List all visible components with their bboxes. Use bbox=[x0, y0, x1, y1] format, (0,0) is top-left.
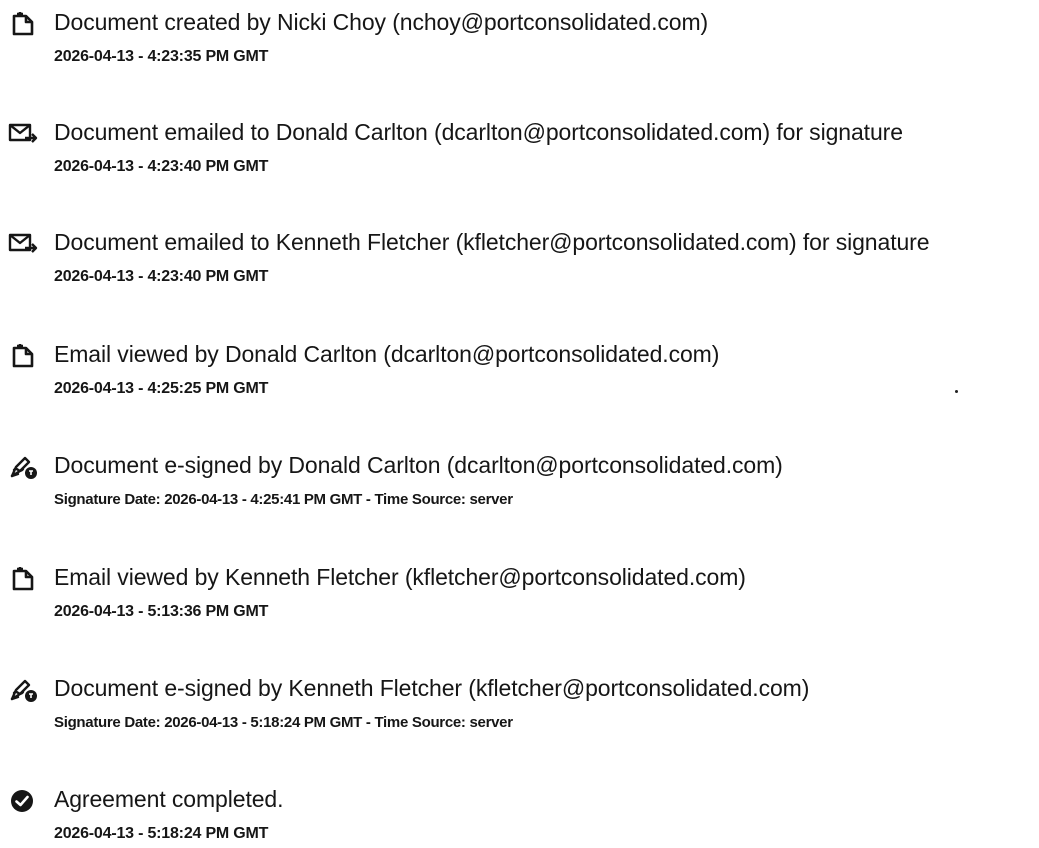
event-timestamp: 2026-04-13 - 4:23:40 PM GMT bbox=[54, 268, 269, 285]
event-timestamp: 2026-04-13 - 4:23:35 PM GMT bbox=[54, 48, 269, 65]
event-timestamp: 2026-04-13 - 5:13:36 PM GMT bbox=[54, 603, 269, 620]
event-title: Document emailed to Kenneth Fletcher (kfletcher@portconsolidated.com) for signature bbox=[54, 229, 930, 255]
event-timestamp: 2026-04-13 - 4:25:25 PM GMT bbox=[54, 380, 269, 397]
event-title: Document created by Nicki Choy (nchoy@portconsolidated.com) bbox=[54, 9, 709, 35]
event-title: Document e-signed by Kenneth Fletcher (kfletcher@portconsolidated.com) bbox=[54, 675, 810, 701]
event-timestamp: 2026-04-13 - 4:23:40 PM GMT bbox=[54, 158, 269, 175]
checkmark-circle-icon bbox=[8, 788, 38, 814]
event-signature-details: Signature Date: 2026-04-13 - 4:25:41 PM GMT - Time Source: server bbox=[54, 491, 513, 508]
esign-pen-icon bbox=[8, 677, 38, 703]
event-title: Document emailed to Donald Carlton (dcarlton@portconsolidated.com) for signature bbox=[54, 119, 903, 145]
event-title: Email viewed by Donald Carlton (dcarlton@portconsolidated.com) bbox=[54, 341, 720, 367]
event-title: Agreement completed. bbox=[54, 786, 284, 812]
document-icon bbox=[8, 343, 38, 369]
email-send-icon bbox=[8, 231, 38, 257]
event-signature-details: Signature Date: 2026-04-13 - 5:18:24 PM GMT - Time Source: server bbox=[54, 714, 513, 731]
esign-pen-icon bbox=[8, 454, 38, 480]
event-title: Document e-signed by Donald Carlton (dcarlton@portconsolidated.com) bbox=[54, 452, 783, 478]
document-icon bbox=[8, 11, 38, 37]
document-icon bbox=[8, 566, 38, 592]
event-timestamp: 2026-04-13 - 5:18:24 PM GMT bbox=[54, 825, 269, 842]
email-send-icon bbox=[8, 121, 38, 147]
scan-artifact-dot bbox=[955, 390, 958, 393]
event-title: Email viewed by Kenneth Fletcher (kfletcher@portconsolidated.com) bbox=[54, 564, 746, 590]
